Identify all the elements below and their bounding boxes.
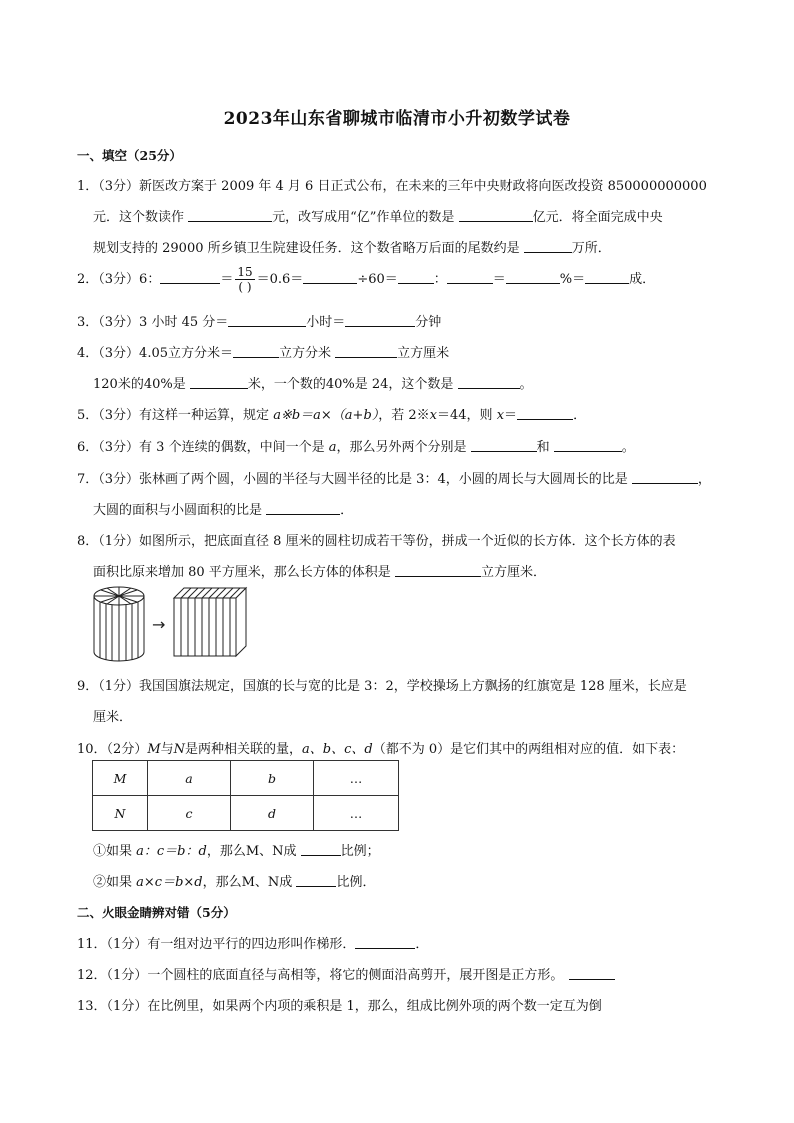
question-1-line-2: 元．这个数读作 元，改写成用“亿”作单位的数是 亿元．将全面完成中央 (93, 210, 663, 225)
cuboid-figure (174, 588, 246, 656)
table-cell: M (93, 761, 148, 796)
answer-blank[interactable] (458, 376, 520, 389)
table-cell: … (314, 796, 399, 831)
table-cell: c (148, 796, 231, 831)
question-1-line-1: 1．（3分）新医改方案于 2009 年 4 月 6 日正式公布，在未来的三年中央财政将向医改投资 850000000000 (77, 179, 707, 194)
answer-blank[interactable] (345, 314, 415, 327)
question-8-line-2: 面积比原来增加 80 平方厘米，那么长方体的体积是 立方厘米． (93, 565, 546, 580)
question-9-line-1: 9．（1分）我国国旗法规定，国旗的长与宽的比是 3：2，学校操场上方飘扬的红旗宽是 128 厘米，长应是 (77, 679, 687, 694)
answer-blank[interactable] (447, 271, 493, 284)
answer-blank[interactable] (233, 345, 279, 358)
answer-blank[interactable] (335, 345, 397, 358)
question-6: 6．（3分）有 3 个连续的偶数，中间一个是 a，那么另外两个分别是 和 。 (77, 440, 635, 455)
answer-blank[interactable] (632, 471, 698, 484)
question-4-line-2: 120米的40%是 米，一个数的40%是 24，这个数是 。 (93, 377, 533, 392)
question-7-line-1: 7．（3分）张林画了两个圆，小圆的半径与大圆半径的比是 3：4，小圆的周长与大圆周长的比是 ， (77, 472, 711, 487)
answer-blank[interactable] (190, 376, 248, 389)
question-4-line-1: 4．（3分）4.05立方分米＝ 立方分米 立方厘米 (77, 346, 450, 361)
answer-blank[interactable] (398, 271, 434, 284)
section-heading-fill-in: 一、填空（25分） (77, 148, 182, 163)
answer-blank[interactable] (554, 439, 622, 452)
table-cell: b (231, 761, 314, 796)
answer-blank[interactable] (459, 209, 533, 222)
table-cell: a (148, 761, 231, 796)
answer-blank[interactable] (301, 843, 341, 856)
answer-blank[interactable] (228, 314, 306, 327)
question-13: 13．（1分）在比例里，如果两个内项的乘积是 1，那么，组成比例外项的两个数一定互为倒 (77, 999, 602, 1014)
answer-blank[interactable] (395, 564, 481, 577)
cylinder-figure (94, 587, 144, 661)
question-11: 11．（1分）有一组对边平行的四边形叫作梯形． ． (77, 937, 429, 952)
fraction: $\frac{15}{( )}$ (237, 265, 253, 294)
answer-blank[interactable] (471, 439, 537, 452)
question-2: 2．（3分）6： ＝ $\frac{15}{( )}$ ＝0.6＝ ÷60＝ ： ＝ %＝ 成． (77, 265, 656, 294)
answer-blank[interactable] (569, 967, 615, 980)
answer-blank[interactable] (296, 874, 336, 887)
table-cell: N (93, 796, 148, 831)
question-10: 10．（2分）M与N是两种相关联的量，a、b、c、d（都不为 0）是它们其中的两组相对应的值．如下表： (77, 742, 685, 757)
question-10-option-2: ②如果 a×c＝b×d，那么M、N成 比例． (93, 875, 376, 890)
question-12: 12．（1分）一个圆柱的底面直径与高相等，将它的侧面沿高剪开，展开图是正方形。 (77, 964, 717, 983)
mn-value-table (92, 760, 399, 831)
question-9-line-2: 厘米． (93, 710, 133, 725)
arrow-icon: → (152, 615, 166, 634)
page-title: 2023年山东省聊城市临清市小升初数学试卷 (223, 109, 571, 129)
table-cell: d (231, 796, 314, 831)
answer-blank[interactable] (355, 936, 415, 949)
table-cell: … (314, 761, 399, 796)
answer-blank[interactable] (188, 209, 272, 222)
answer-blank[interactable] (266, 502, 340, 515)
question-5: 5．（3分）有这样一种运算，规定 a※b＝a×（a+b），若 2※x＝44，则 x＝ ． (77, 408, 587, 423)
table-row (93, 796, 399, 831)
answer-blank[interactable] (585, 271, 629, 284)
question-10-option-1: ①如果 a：c＝b：d，那么M、N成 比例； (93, 844, 380, 859)
cylinder-to-cuboid-figure (92, 584, 252, 664)
question-7-line-2: 大圆的面积与小圆面积的比是 ． (93, 503, 354, 518)
question-3: 3．（3分）3 小时 45 分＝ 小时＝ 分钟 (77, 315, 442, 330)
answer-blank[interactable] (303, 271, 357, 284)
question-8-line-1: 8．（1分）如图所示，把底面直径 8 厘米的圆柱切成若干等份，拼成一个近似的长方体．这个长方体的表 (77, 534, 676, 549)
question-1-line-3: 规划支持的 29000 所乡镇卫生院建设任务．这个数省略万后面的尾数约是 万所． (93, 241, 611, 256)
answer-blank[interactable] (524, 240, 572, 253)
answer-blank[interactable] (517, 407, 573, 420)
section-heading-true-false: 二、火眼金睛辨对错（5分） (77, 905, 236, 920)
answer-blank[interactable] (160, 271, 220, 284)
table-row (93, 761, 399, 796)
answer-blank[interactable] (506, 271, 560, 284)
